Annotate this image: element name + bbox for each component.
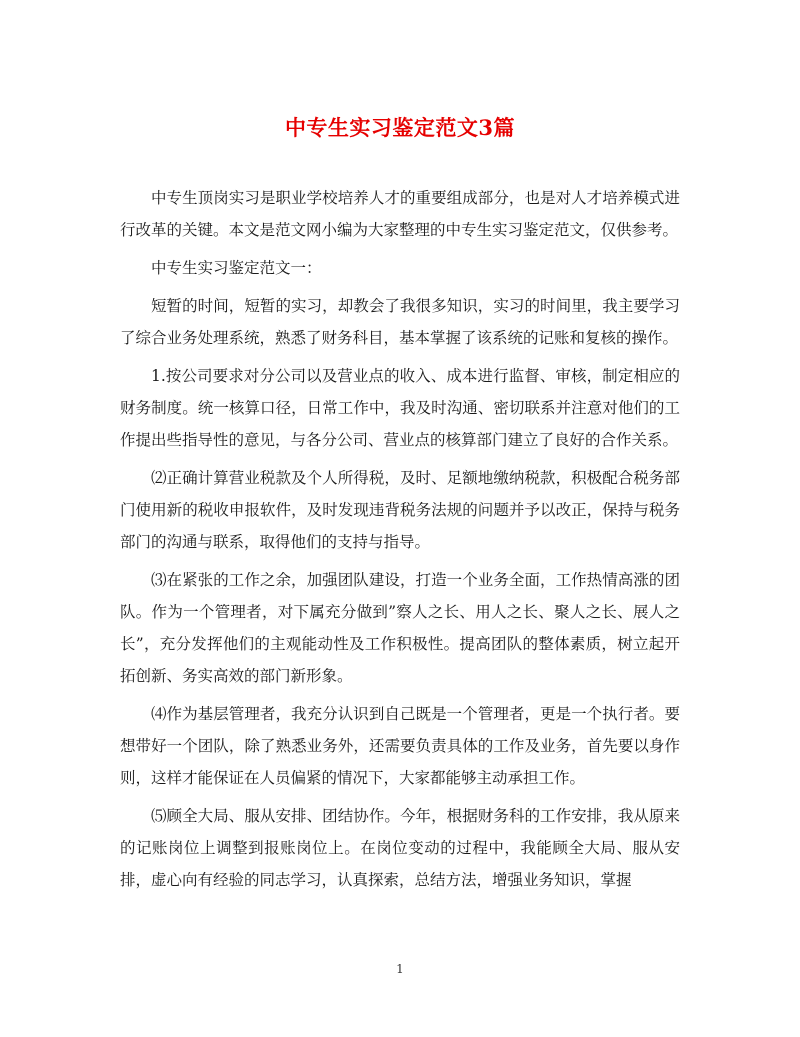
page-number: 1 xyxy=(396,962,404,976)
paragraph-section-heading: 中专生实习鉴定范文一： xyxy=(151,259,322,277)
document-title: 中专生实习鉴定范文3篇 xyxy=(284,115,516,140)
paragraph-intro: 中专生顶岗实习是职业学校培养人才的重要组成部分，也是对人才培养模式进行改革的关键。本文是范文网小编为大家整理的中专生实习鉴定范文，仅供参考。 xyxy=(120,189,680,239)
paragraph-4: ⑶在紧张的工作之余，加强团队建设，打造一个业务全面，工作热情高涨的团队。作为一个管理者，对下属充分做到”察人之长、用人之长、聚人之长、展人之长”，充分发挥他们的主观能动性及工作积极性。提高团队的整体素质，树立起开拓创新、务实高效的部门新形象。 xyxy=(120,571,680,685)
document-body xyxy=(120,182,680,902)
paragraph-5: ⑷作为基层管理者，我充分认识到自己既是一个管理者，更是一个执行者。要想带好一个团队，除了熟悉业务外，还需要负责具体的工作及业务，首先要以身作则，这样才能保证在人员偏紧的情况下，大家都能够主动承担工作。 xyxy=(120,705,680,787)
paragraph-3: ⑵正确计算营业税款及个人所得税，及时、足额地缴纳税款，积极配合税务部门使用新的税收申报软件，及时发现违背税务法规的问题并予以改正，保持与税务部门的沟通与联系，取得他们的支持与指导。 xyxy=(120,469,680,551)
paragraph-1: 短暂的时间，短暂的实习，却教会了我很多知识，实习的时间里，我主要学习了综合业务处理系统，熟悉了财务科目，基本掌握了该系统的记账和复核的操作。 xyxy=(120,297,680,347)
paragraph-6: ⑸顾全大局、服从安排、团结协作。今年，根据财务科的工作安排，我从原来的记账岗位上调整到报账岗位上。在岗位变动的过程中，我能顾全大局、服从安排，虚心向有经验的同志学习，认真探索，总结方法，增强业务知识，掌握 xyxy=(120,807,680,889)
paragraph-2: 1.按公司要求对分公司以及营业点的收入、成本进行监督、审核，制定相应的财务制度。统一核算口径，日常工作中，我及时沟通、密切联系并注意对他们的工作提出些指导性的意见，与各分公司、营业点的核算部门建立了良好的合作关系。 xyxy=(120,367,680,449)
